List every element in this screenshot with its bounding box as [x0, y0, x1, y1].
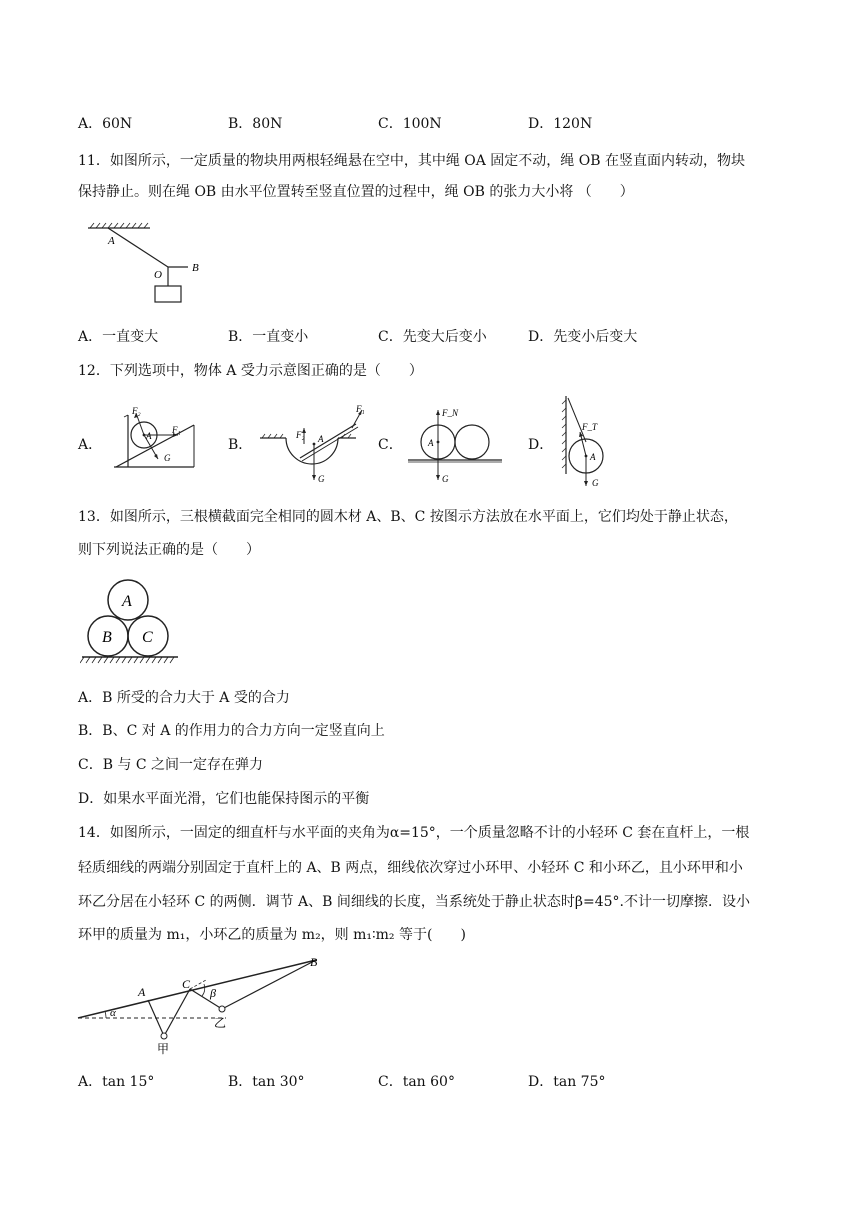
q13-option-b: B．B、C 对 A 的作用力的合力方向一定竖直向上 [78, 723, 385, 739]
q12d-label-a: A [590, 452, 596, 462]
q12b-label-g: G [318, 474, 325, 484]
q14-text-line3: 环乙分居在小轻环 C 的两侧．调节 A、B 间细线的长度，当系统处于静止状态时β=45°.不计一切摩擦．设小 [78, 894, 750, 910]
q11-text-line1: 11．如图所示，一定质量的物块用两根轻绳悬在空中，其中绳 OA 固定不动，绳 OB 在竖直面内转动，物块 [78, 153, 745, 169]
q11-label-o: O [154, 269, 162, 281]
q14-option-c: C．tan 60° [378, 1074, 455, 1090]
q12-option-b: B． [228, 437, 253, 453]
q12a-label-a: A [146, 431, 152, 441]
q12-figure-d [556, 394, 616, 490]
q13-text-line1: 13．如图所示，三根横截面完全相同的圆木材 A、B、C 按图示方法放在水平面上，它们均处于静止状态， [78, 509, 738, 525]
q12-option-d: D． [528, 437, 554, 453]
q12-option-c: C． [378, 437, 403, 453]
q14-option-b: B．tan 30° [228, 1074, 305, 1090]
q14-figure [76, 952, 326, 1056]
q14-text-line4: 环甲的质量为 m₁，小环乙的质量为 m₂，则 m₁∶m₂ 等于( ) [78, 927, 466, 943]
q14-label-yi: 乙 [214, 1016, 227, 1030]
q11-label-b: B [192, 262, 199, 274]
q11-option-d: D．先变小后变大 [528, 329, 638, 345]
q12d-label-ft: F_T [582, 422, 598, 432]
q11-option-a: A．一直变大 [78, 329, 159, 345]
q12d-label-g: G [592, 478, 599, 488]
q14-label-a: A [138, 985, 146, 999]
q12c-label-fn: F_N [442, 408, 459, 418]
q14-label-alpha: α [110, 1007, 116, 1019]
q12-figure-a [106, 405, 196, 473]
q13-label-c: C [142, 629, 153, 646]
q10-option-b: B．80N [228, 116, 283, 132]
q13-label-b: B [102, 629, 112, 646]
q14-text-line2: 轻质细线的两端分别固定于直杆上的 A、B 两点，细线依次穿过小环甲、小轻环 C 和小环乙，且小环甲和小 [78, 860, 743, 876]
q13-option-d: D．如果水平面光滑，它们也能保持图示的平衡 [78, 791, 370, 807]
q12-option-a: A． [78, 437, 103, 453]
q14-text-line1: 14．如图所示，一固定的细直杆与水平面的夹角为α=15°，一个质量忽略不计的小轻环 C 套在直杆上，一根 [78, 825, 750, 841]
q10-option-c: C．100N [378, 116, 442, 132]
q13-option-a: A．B 所受的合力大于 A 受的合力 [78, 690, 290, 706]
q12-figure-b [256, 400, 368, 488]
q12-figure-c [404, 402, 504, 486]
q14-label-beta: β [210, 986, 216, 1000]
q10-option-a: A．60N [78, 116, 133, 132]
q12b-label-a: A [318, 434, 324, 444]
q11-option-c: C．先变大后变小 [378, 329, 487, 345]
q13-figure [80, 578, 180, 668]
q12b-label-f1: F₁ [356, 404, 365, 414]
q11-label-a: A [108, 235, 115, 247]
q14-option-d: D．tan 75° [528, 1074, 606, 1090]
q12b-label-f2: F₂ [296, 430, 305, 440]
q13-option-c: C．B 与 C 之间一定存在弹力 [78, 757, 264, 773]
q13-label-a: A [122, 593, 132, 610]
q14-option-a: A．tan 15° [78, 1074, 155, 1090]
q11-figure [82, 222, 222, 310]
q14-label-b: B [310, 955, 318, 969]
q12c-label-a: A [428, 438, 434, 448]
q11-text-line2: 保持静止。则在绳 OB 由水平位置转至竖直位置的过程中，绳 OB 的张力大小将 （ ） [78, 184, 634, 200]
q11-option-b: B．一直变小 [228, 329, 309, 345]
q12-text-line1: 12．下列选项中，物体 A 受力示意图正确的是（ ） [78, 363, 423, 379]
q12a-label-g: G [164, 453, 171, 463]
q12a-label-f1: F₁ [172, 425, 181, 435]
q13-text-line2: 则下列说法正确的是（ ） [78, 542, 260, 558]
q10-option-d: D．120N [528, 116, 593, 132]
q14-label-jia: 甲 [157, 1042, 170, 1056]
q12c-label-g: G [442, 474, 449, 484]
q14-label-c: C [182, 977, 191, 991]
q12a-label-f2: F₂ [132, 406, 141, 416]
